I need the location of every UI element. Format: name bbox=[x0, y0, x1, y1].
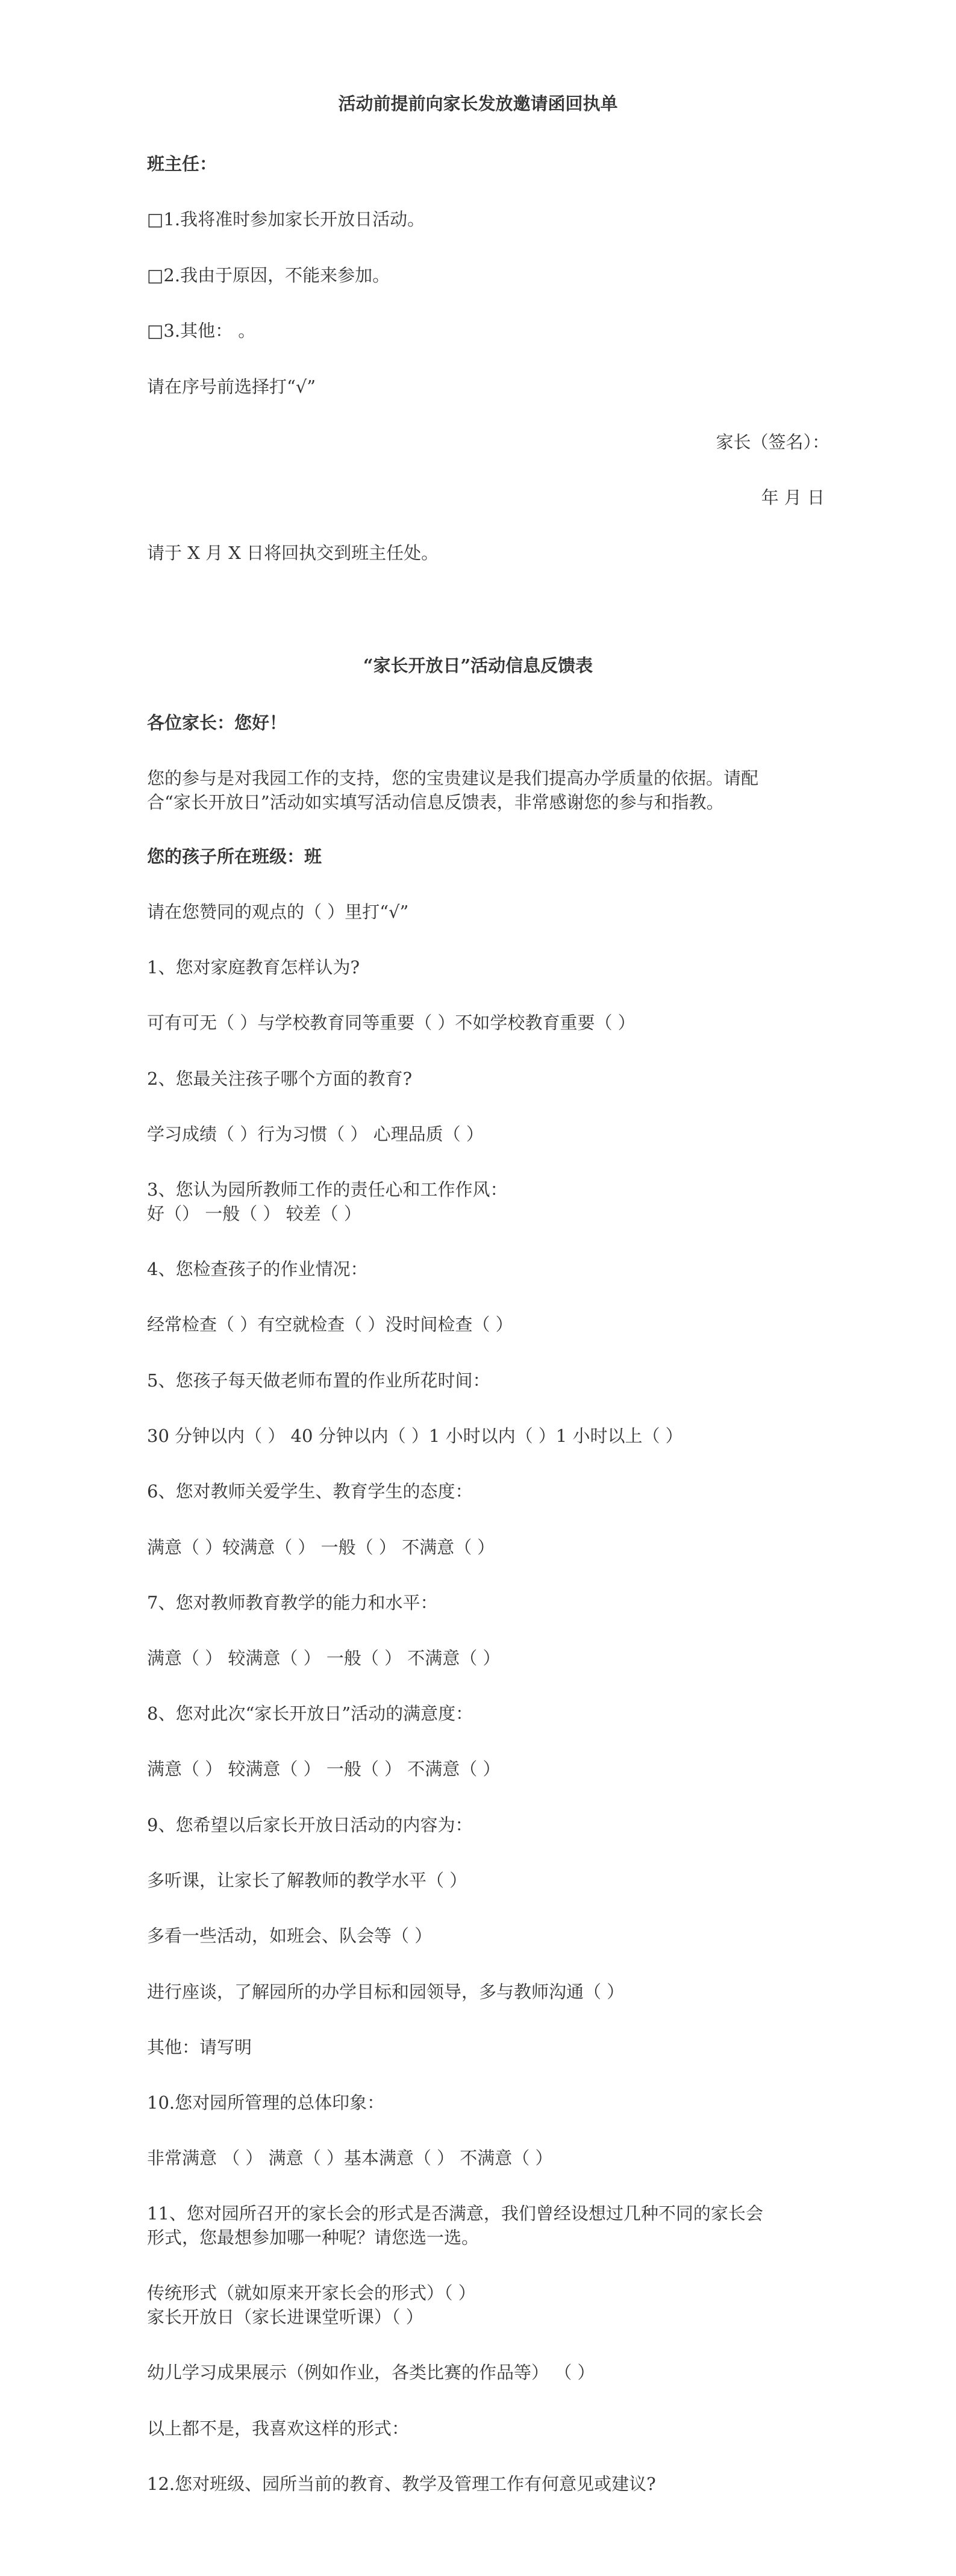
question-5-options: 30 分钟以内（ ） 40 分钟以内（ ）1 小时以内（ ）1 小时以上（ ） bbox=[147, 1426, 683, 1446]
question-10-options: 非常满意 （ ） 满意（ ）基本满意（ ） 不满意（ ） bbox=[147, 2148, 553, 2168]
question-11-option-2: 家长开放日（家长进课堂听课）（ ） bbox=[147, 2307, 423, 2327]
question-11-line-2: 形式，您最想参加哪一种呢？请您选一选。 bbox=[147, 2227, 480, 2248]
feedback-class-label: 您的孩子所在班级：班 bbox=[147, 846, 322, 867]
question-1-options: 可有可无（ ）与学校教育同等重要（ ）不如学校教育重要（ ） bbox=[147, 1012, 636, 1033]
question-3-options: 好（） 一般（ ） 较差（ ） bbox=[147, 1203, 361, 1224]
question-8: 8、您对此次“家长开放日”活动的满意度： bbox=[147, 1703, 473, 1724]
question-9-option-3: 进行座谈，了解园所的办学目标和园领导，多与教师沟通（ ） bbox=[147, 1982, 625, 2002]
feedback-title: “家长开放日”活动信息反馈表 bbox=[363, 655, 593, 676]
question-6-options: 满意（ ）较满意（ ） 一般（ ） 不满意（ ） bbox=[147, 1537, 495, 1558]
feedback-intro-line-1: 您的参与是对我园工作的支持，您的宝贵建议是我们提高办学质量的依据。请配 bbox=[147, 768, 759, 788]
receipt-instruction: 请在序号前选择打“√” bbox=[147, 376, 316, 397]
question-9: 9、您希望以后家长开放日活动的内容为： bbox=[147, 1815, 473, 1835]
feedback-greeting: 各位家长：您好！ bbox=[147, 713, 287, 733]
feedback-instruction: 请在您赞同的观点的（ ）里打“√” bbox=[147, 902, 409, 922]
question-3: 3、您认为园所教师工作的责任心和工作作风： bbox=[147, 1179, 508, 1200]
receipt-title: 活动前提前向家长发放邀请函回执单 bbox=[338, 93, 618, 114]
question-2: 2、您最关注孩子哪个方面的教育? bbox=[147, 1068, 412, 1089]
question-9-option-1: 多听课，让家长了解教师的教学水平（ ） bbox=[147, 1870, 467, 1891]
question-5: 5、您孩子每天做老师布置的作业所花时间： bbox=[147, 1370, 490, 1391]
question-1: 1、您对家庭教育怎样认为? bbox=[147, 957, 360, 978]
question-7-options: 满意（ ） 较满意（ ） 一般（ ） 不满意（ ） bbox=[147, 1648, 501, 1668]
receipt-option-2: □2.我由于原因，不能来参加。 bbox=[147, 265, 390, 285]
feedback-intro-line-2: 合“家长开放日”活动如实填写活动信息反馈表，非常感谢您的参与和指教。 bbox=[147, 792, 724, 812]
receipt-option-1: □1.我将准时参加家长开放日活动。 bbox=[147, 209, 425, 229]
receipt-date: 年 月 日 bbox=[761, 487, 825, 508]
receipt-deadline: 请于 X 月 X 日将回执交到班主任处。 bbox=[147, 543, 439, 563]
question-7: 7、您对教师教育教学的能力和水平： bbox=[147, 1592, 438, 1613]
question-11-line-1: 11、您对园所召开的家长会的形式是否满意，我们曾经设想过几种不同的家长会 bbox=[147, 2203, 763, 2224]
question-6: 6、您对教师关爱学生、教育学生的态度： bbox=[147, 1481, 473, 1502]
receipt-option-3: □3.其他： 。 bbox=[147, 320, 256, 341]
question-9-other: 其他：请写明 bbox=[147, 2037, 252, 2057]
question-11-option-3: 幼儿学习成果展示（例如作业，各类比赛的作品等） （ ） bbox=[147, 2362, 595, 2383]
receipt-signature: 家长（签名）： bbox=[716, 432, 829, 452]
question-4-options: 经常检查（ ）有空就检查（ ）没时间检查（ ） bbox=[147, 1314, 513, 1335]
question-12: 12.您对班级、园所当前的教育、教学及管理工作有何意见或建议? bbox=[147, 2474, 656, 2494]
question-4: 4、您检查孩子的作业情况： bbox=[147, 1259, 368, 1279]
question-2-options: 学习成绩（ ）行为习惯（ ） 心理品质（ ） bbox=[147, 1124, 484, 1144]
question-11-option-1: 传统形式（就如原来开家长会的形式）（ ） bbox=[147, 2283, 476, 2303]
question-10: 10.您对园所管理的总体印象： bbox=[147, 2092, 385, 2113]
question-8-options: 满意（ ） 较满意（ ） 一般（ ） 不满意（ ） bbox=[147, 1759, 501, 1779]
receipt-addressee: 班主任： bbox=[147, 154, 217, 174]
question-11-option-4: 以上都不是，我喜欢这样的形式： bbox=[147, 2418, 410, 2439]
question-9-option-2: 多看一些活动，如班会、队会等（ ） bbox=[147, 1926, 433, 1946]
